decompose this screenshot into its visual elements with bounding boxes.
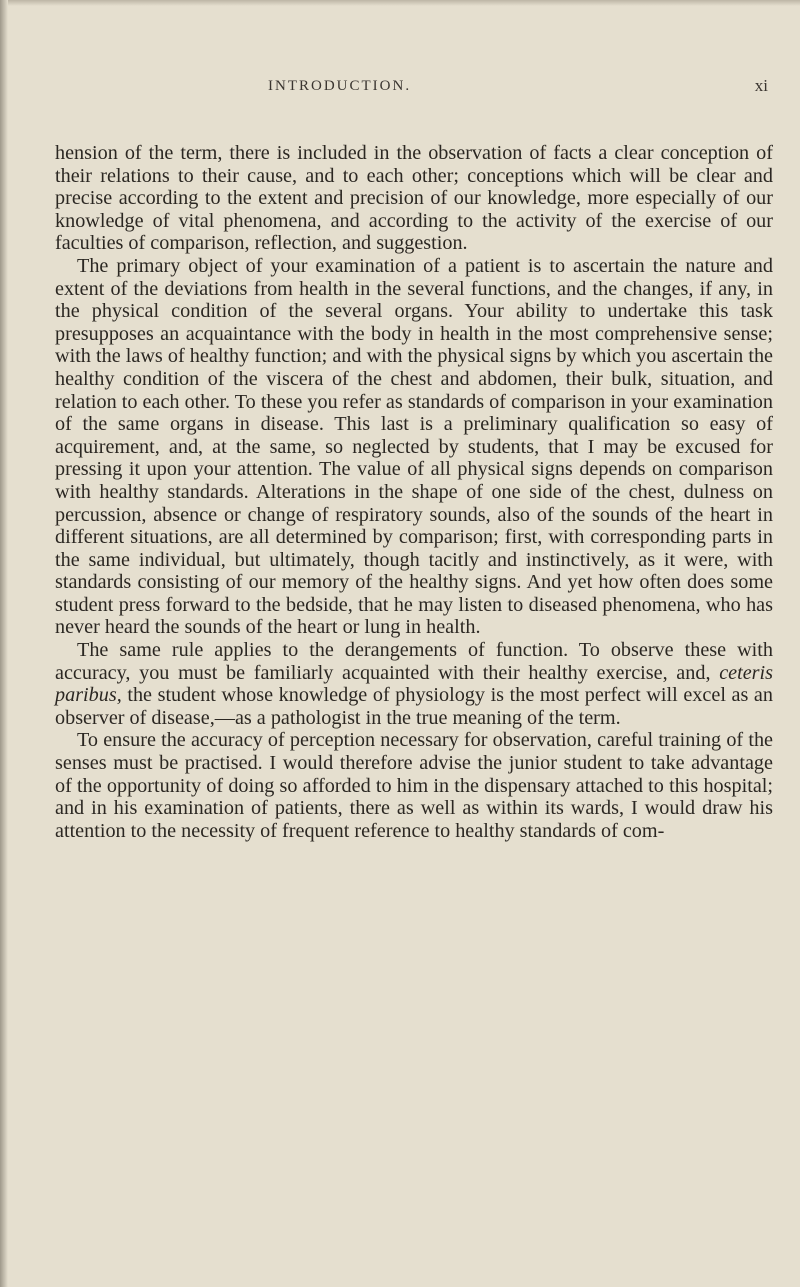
paragraph-same-rule-after: the student whose knowledge of physiology is the most perfect will excel as an observer of disease,—as a pathologist in the true meaning of the term. bbox=[55, 684, 773, 729]
paragraph-continuation: hension of the term, there is included in the observation of facts a clear conception of their relations to their cause, and to each other; conceptions which will be clear and precise according to the extent and precision of our knowledge, more especially of our knowledge of vital phenomena, and according to the activity of the exercise of our faculties of comparison, reflection, and suggestion. bbox=[55, 142, 773, 255]
paragraph-same-rule-before: The same rule applies to the derangements of function. To observe these with accuracy, you must be familiarly acquainted with their healthy exercise, and, bbox=[55, 639, 773, 684]
paragraph-training-senses: To ensure the accuracy of perception necessary for observation, careful training of the senses must be practised. I would therefore advise the junior student to take advantage of the opportunity of doing so afforded to him in the dispensary attached to this hospital; and in his examination of patients, there as well as within its wards, I would draw his attention to the necessity of frequent reference to healthy standards of com- bbox=[55, 729, 773, 842]
page-header bbox=[268, 78, 768, 100]
latin-phrase: ceteris paribus, bbox=[55, 661, 773, 707]
running-head: INTRODUCTION. bbox=[268, 78, 412, 94]
paragraph-same-rule bbox=[55, 639, 773, 729]
paragraph-primary-object: The primary object of your examination of a patient is to ascertain the nature and extent of the deviations from health in the several functions, and the changes, if any, in the physical condition of the several organs. Your ability to undertake this task presupposes an acquaintance with the body in health in the most comprehensive sense; with the laws of healthy function; and with the physical signs by which you ascertain the healthy condition of the viscera of the chest and abdomen, their bulk, situation, and relation to each other. To these you refer as standards of comparison in your examination of the same organs in disease. This last is a preliminary qualification so easy of acquirement, and, at the same, so neglected by students, that I may be excused for pressing it upon your attention. The value of all physical signs depends on comparison with healthy standards. Alterations in the shape of one side of the chest, dulness on percussion, absence or change of respiratory sounds, also of the sounds of the heart in different situations, are all determined by comparison; first, with corresponding parts in the same individual, but ultimately, though tacitly and instinctively, as it were, with standards consisting of our memory of the healthy signs. And yet how often does some student press forward to the bedside, that he may listen to diseased phenomena, who has never heard the sounds of the heart or lung in health. bbox=[55, 254, 773, 639]
body-text bbox=[55, 142, 773, 842]
page-binding-edge bbox=[0, 0, 8, 1287]
page-number: xi bbox=[754, 76, 768, 95]
page-top-edge bbox=[0, 0, 800, 6]
